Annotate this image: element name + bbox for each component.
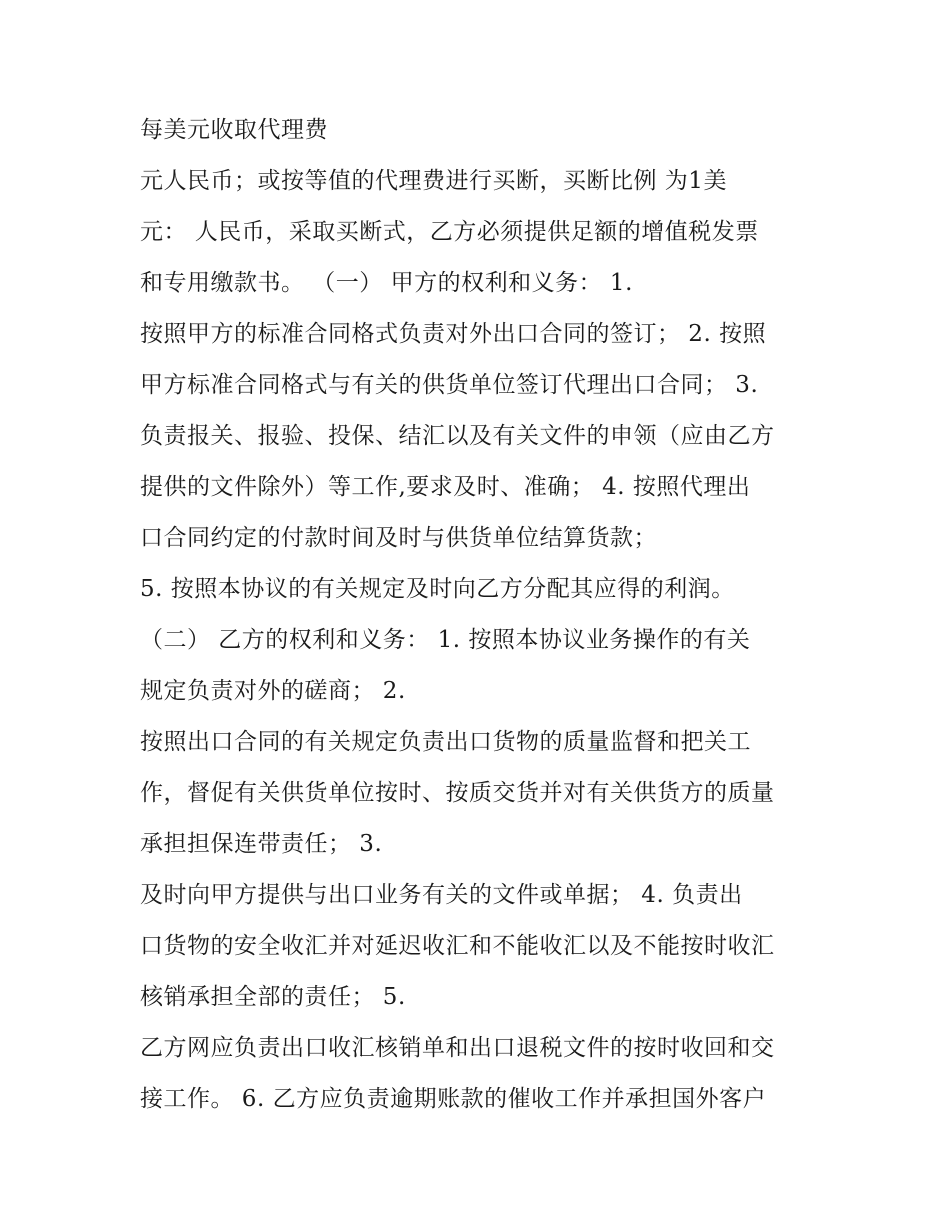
text-line: 作，督促有关供货单位按时、按质交货并对有关供货方的质量 (140, 780, 775, 806)
text-line: 5. 按照本协议的有关规定及时向乙方分配其应得的利润。 (140, 576, 735, 602)
text-line: 及时向甲方提供与出口业务有关的文件或单据； 4. 负责出 (140, 882, 743, 908)
document-body (140, 110, 830, 1130)
text-line: 元人民币；或按等值的代理费进行买断，买断比例 为1美 (140, 168, 727, 194)
text-line: 和专用缴款书。 （一） 甲方的权利和义务： 1. (140, 270, 633, 296)
text-line: 按照出口合同的有关规定负责出口货物的质量监督和把关工 (140, 729, 751, 755)
text-line: 规定负责对外的磋商； 2. (140, 678, 406, 704)
text-line: 口合同约定的付款时间及时与供货单位结算货款； (140, 525, 657, 551)
text-line: （二） 乙方的权利和义务： 1. 按照本协议业务操作的有关 (140, 627, 751, 653)
text-line: 接工作。 6. 乙方应负责逾期账款的催收工作并承担国外客户 (140, 1086, 767, 1112)
text-line: 承担担保连带责任； 3. (140, 831, 383, 857)
text-line: 元： 人民币，采取买断式，乙方必须提供足额的增值税发票 (140, 219, 759, 245)
text-line: 每美元收取代理费 (140, 117, 328, 143)
text-line: 核销承担全部的责任； 5. (140, 984, 406, 1010)
text-line: 甲方标准合同格式与有关的供货单位签订代理出口合同； 3. (140, 372, 759, 398)
text-line: 乙方网应负责出口收汇核销单和出口退税文件的按时收回和交 (140, 1035, 775, 1061)
text-line: 口货物的安全收汇并对延迟收汇和不能收汇以及不能按时收汇 (140, 933, 775, 959)
text-line: 提供的文件除外）等工作,要求及时、准确； 4. 按照代理出 (140, 474, 751, 500)
text-line: 负责报关、报验、投保、结汇以及有关文件的申领（应由乙方 (140, 423, 775, 449)
text-line: 按照甲方的标准合同格式负责对外出口合同的签订； 2. 按照 (140, 321, 767, 347)
